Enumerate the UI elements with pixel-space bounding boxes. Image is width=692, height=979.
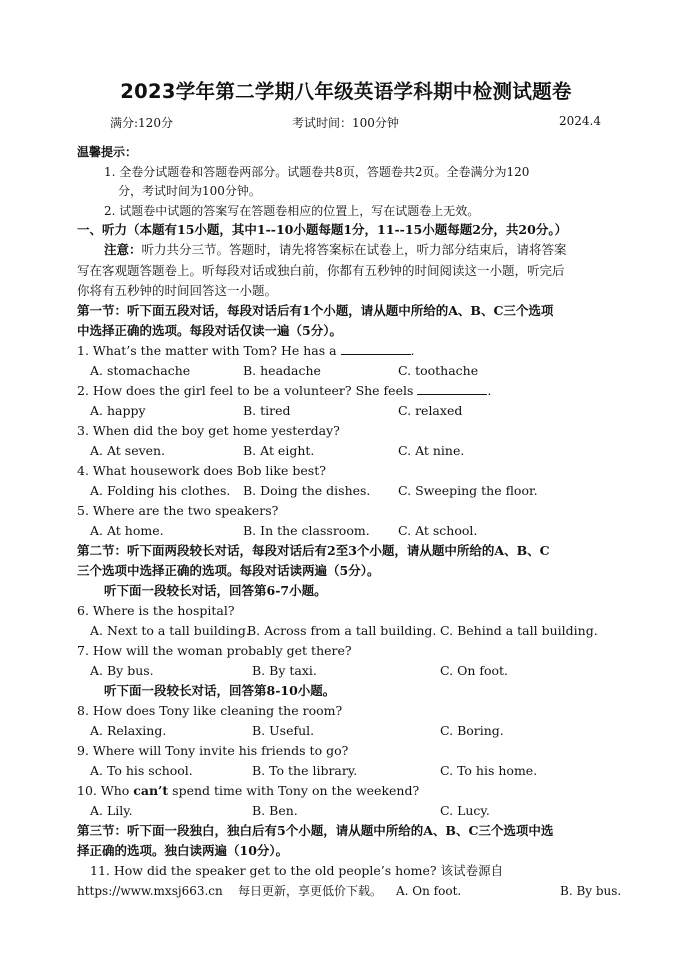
tip-1-line-2: 分，考试时间为100分钟。 (118, 184, 261, 198)
section-1-line-1: 第一节：听下面五段对话，每段对话后有1个小题，请从题中所给的A、B、C三个选项 (77, 303, 554, 318)
q3-option-a: A. At seven. (90, 443, 166, 458)
note-text-1: 听力共分三节。答题时，请先将答案标在试卷上，听力部分结束后，请将答案 (141, 242, 567, 257)
question-1: 1. What’s the matter with Tom? He has a . (77, 343, 415, 358)
question-10-text-post: spend time with Tony on the weekend? (168, 783, 420, 798)
exam-date: 2024.4 (559, 114, 601, 128)
section-2-line-1: 第二节：听下面两段较长对话，每段对话后有2至3个小题，请从题中所给的A、B、C (77, 543, 550, 558)
q10-option-c: C. Lucy. (440, 803, 490, 818)
tips-heading: 温馨提示： (77, 145, 138, 159)
note-label: 注意： (104, 242, 142, 257)
section-3-line-2: 择正确的选项。独白读两遍（10分）。 (77, 843, 289, 858)
q2-option-c: C. relaxed (398, 403, 463, 418)
question-2-text: 2. How does the girl feel to be a volunteer? She feels (77, 383, 414, 398)
page-title: 2023学年第二学期八年级英语学科期中检测试题卷 (120, 80, 572, 103)
q8-option-c: C. Boring. (440, 723, 504, 738)
q1-option-b: B. headache (243, 363, 321, 378)
part-1-heading-text: 一、听力（本题有15小题，其中1--10小题每题1分，11--15小题每题2分，共20分。） (77, 222, 568, 237)
question-4: 4. What housework does Bob like best? (77, 463, 326, 478)
question-10-text-pre: 10. Who (77, 783, 134, 798)
q11-option-a: A. On foot. (396, 884, 462, 898)
question-11: 11. How did the speaker get to the old people’s home? 该试卷源自 (90, 863, 504, 878)
q8-option-a: A. Relaxing. (90, 723, 167, 738)
q2-option-b: B. tired (243, 403, 291, 418)
q4-option-a: A. Folding his clothes. (90, 483, 231, 498)
q10-option-a: A. Lily. (90, 803, 133, 818)
section-2-sub-2: 听下面一段较长对话，回答第8-10小题。 (104, 683, 336, 698)
question-10 (77, 783, 419, 799)
exam-time: 考试时间：100分钟 (292, 116, 399, 130)
question-8: 8. How does Tony like cleaning the room? (77, 703, 343, 718)
section-2-line-2: 三个选项中选择正确的选项。每段对话读两遍（5分）。 (77, 563, 380, 578)
section-2-sub-1: 听下面一段较长对话，回答第6-7小题。 (104, 583, 327, 598)
question-2: 2. How does the girl feel to be a volunteer? She feels . (77, 383, 492, 398)
question-6: 6. Where is the hospital? (77, 603, 235, 618)
q6-option-c: C. Behind a tall building. (440, 623, 598, 638)
q7-option-a: A. By bus. (90, 663, 154, 678)
q8-option-b: B. Useful. (252, 723, 315, 738)
question-11-line-2 (77, 883, 382, 899)
answer-blank (417, 383, 487, 395)
q7-option-c: C. On foot. (440, 663, 509, 678)
question-1-text: 1. What’s the matter with Tom? He has a (77, 343, 337, 358)
q1-option-a: A. stomachache (90, 363, 191, 378)
q6-option-b: B. Across from a tall building. (247, 623, 437, 638)
q6-option-a: A. Next to a tall building. (90, 623, 250, 638)
q9-option-b: B. To the library. (252, 763, 358, 778)
section-3-line-1: 第三节：听下面一段独白，独白后有5个小题，请从题中所给的A、B、C三个选项中选 (77, 823, 554, 838)
promo-text: 每日更新，享更低价下载。 (238, 884, 383, 898)
q5-option-c: C. At school. (398, 523, 478, 538)
q10-option-b: B. Ben. (252, 803, 298, 818)
question-5: 5. Where are the two speakers? (77, 503, 279, 518)
question-7: 7. How will the woman probably get there? (77, 643, 352, 658)
source-url: https://www.mxsj663.cn (77, 884, 223, 898)
tip-2: 2. 试题卷中试题的答案写在答题卷相应的位置上，写在试题卷上无效。 (104, 204, 480, 218)
q9-option-a: A. To his school. (90, 763, 193, 778)
q5-option-b: B. In the classroom. (243, 523, 370, 538)
q1-option-c: C. toothache (398, 363, 479, 378)
question-9: 9. Where will Tony invite his friends to go? (77, 743, 349, 758)
q3-option-b: B. At eight. (243, 443, 315, 458)
section-1-line-2: 中选择正确的选项。每段对话仅读一遍（5分）。 (77, 323, 342, 338)
q7-option-b: B. By taxi. (252, 663, 317, 678)
q5-option-a: A. At home. (90, 523, 164, 538)
question-10-text-bold: can’t (133, 783, 169, 798)
q3-option-c: C. At nine. (398, 443, 465, 458)
q4-option-b: B. Doing the dishes. (243, 483, 371, 498)
note-line-2: 写在客观题答题卷上。听每段对话或独白前，你都有五秒钟的时间阅读这一小题，听完后 (77, 263, 565, 278)
q4-option-c: C. Sweeping the floor. (398, 483, 538, 498)
note-line-1 (104, 242, 567, 258)
full-marks: 满分:120分 (110, 116, 173, 130)
part-1-heading (77, 222, 567, 238)
q11-option-b: B. By bus. (560, 884, 622, 898)
q2-option-a: A. happy (90, 403, 146, 418)
question-3: 3. When did the boy get home yesterday? (77, 423, 340, 438)
tip-1-line-1: 1. 全卷分试题卷和答题卷两部分。试题卷共8页，答题卷共2页。全卷满分为120 (104, 165, 530, 179)
q9-option-c: C. To his home. (440, 763, 538, 778)
answer-blank (341, 343, 411, 355)
note-line-3: 你将有五秒钟的时间回答这一小题。 (77, 283, 278, 298)
